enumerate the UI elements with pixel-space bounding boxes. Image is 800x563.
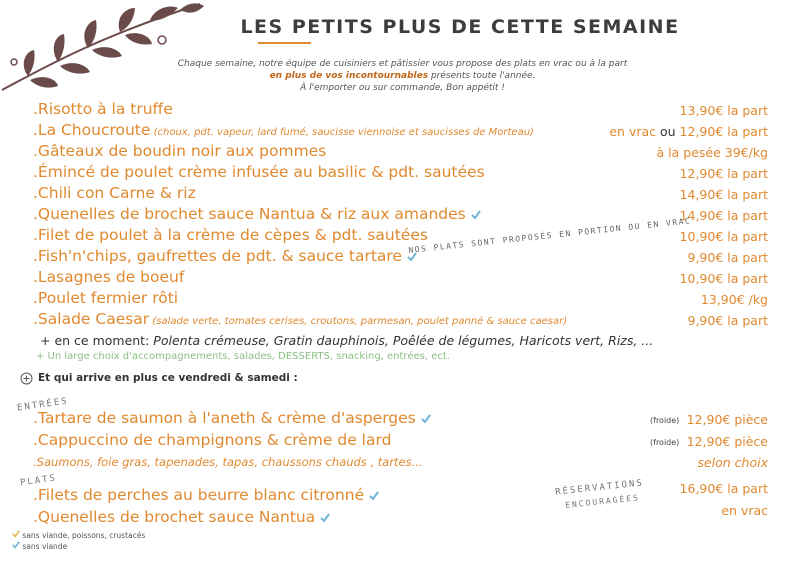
- intro-line-1: Chaque semaine, notre équipe de cuisiniers et pâtissier vous propose des plats en vrac ou à la part: [177, 59, 628, 69]
- sans-viande-icon: [421, 414, 431, 424]
- cold-note: (froide): [650, 438, 680, 447]
- entree-item: .Tartare de saumon à l'aneth & crème d'asperges: [33, 409, 431, 427]
- reservations-note: RÉSERVATIONS: [554, 478, 645, 498]
- accompaniments-note: + Un large choix d'accompagnements, salades, DESSERTS, snacking, entrées, ect.: [36, 351, 450, 362]
- sans-viande-icon: [320, 513, 330, 523]
- menu-price: 9,90€ la part: [687, 313, 768, 328]
- item-detail: (choux, pdt. vapeur, lard fumé, saucisse viennoise et saucisses de Morteau): [150, 127, 534, 138]
- weekend-title: Et qui arrive en plus ce vendredi & samedi :: [38, 372, 298, 384]
- entree-price: 12,90€ pièce: [686, 434, 768, 449]
- sans-viande-icon: [471, 210, 481, 220]
- menu-item: .Lasagnes de boeuf: [33, 268, 185, 286]
- intro-text: [175, 58, 630, 94]
- menu-price: 10,90€ la part: [679, 229, 768, 244]
- menu-item: .Gâteaux de boudin noir aux pommes: [33, 142, 327, 160]
- entree-item: .Cappuccino de champignons & crème de lard: [33, 431, 392, 449]
- intro-line-2-rest: présents toute l'année.: [428, 71, 536, 81]
- menu-price: 12,90€ la part: [679, 166, 768, 181]
- reservations-note-2: ENCOURAGÉES: [564, 493, 641, 510]
- entree-item: .Saumons, foie gras, tapenades, tapas, chaussons chauds , tartes...: [33, 455, 423, 469]
- legend-item: sans viande, poissons, crustacés: [12, 530, 145, 540]
- entree-price: 12,90€ pièce: [686, 412, 768, 427]
- check-icon: [12, 541, 20, 549]
- moment-line: + en ce moment: Polenta crémeuse, Gratin dauphinois, Poêlée de légumes, Haricots vert, Rizs, ...: [40, 333, 654, 348]
- intro-line-3: À l'emporter ou sur commande, Bon appétit !: [300, 83, 505, 93]
- plat-price: en vrac: [721, 503, 768, 518]
- plus-circle-icon: [20, 372, 33, 385]
- menu-price: à la pesée 39€/kg: [656, 145, 768, 160]
- moment-items: Polenta crémeuse, Gratin dauphinois, Poêlée de légumes, Haricots vert, Rizs, ...: [153, 333, 654, 348]
- entree-price: selon choix: [697, 455, 768, 470]
- cold-note: (froide): [650, 416, 680, 425]
- legend-item: sans viande: [12, 541, 67, 551]
- title-underline: [258, 42, 311, 44]
- menu-price: 13,90€ /kg: [700, 292, 768, 307]
- menu-item: .La Choucroute (choux, pdt. vapeur, lard fumé, saucisse viennoise et saucisses de Morteau): [33, 121, 534, 139]
- plat-item: .Quenelles de brochet sauce Nantua: [33, 508, 330, 526]
- sans-viande-icon: [369, 491, 379, 501]
- menu-price: 10,90€ la part: [679, 271, 768, 286]
- entrees-label: ENTRÉES: [16, 396, 70, 414]
- intro-line-2: [175, 70, 630, 82]
- menu-price: 14,90€ la part: [679, 208, 768, 223]
- menu-price: 13,90€ la part: [679, 103, 768, 118]
- plats-label: PLATS: [19, 473, 58, 489]
- menu-item: .Quenelles de brochet sauce Nantua & riz aux amandes: [33, 205, 481, 223]
- menu-item: .Filet de poulet à la crème de cèpes & pdt. sautées: [33, 226, 428, 244]
- menu-price: en vrac ou 12,90€ la part: [609, 124, 768, 139]
- menu-item: .Salade Caesar (salade verte, tomates cerises, croutons, parmesan, poulet panné & sauce caesar): [33, 310, 568, 328]
- menu-price: 14,90€ la part: [679, 187, 768, 202]
- plat-price: 16,90€ la part: [679, 481, 768, 496]
- menu-item: .Risotto à la truffe: [33, 100, 173, 118]
- menu-item: .Émincé de poulet crème infusée au basilic & pdt. sautées: [33, 163, 485, 181]
- plat-item: .Filets de perches au beurre blanc citronné: [33, 486, 379, 504]
- portion-stamp: NOS PLATS SONT PROPOSÉS EN PORTION OU EN VRAC: [408, 216, 692, 255]
- item-detail: (salade verte, tomates cerises, croutons, parmesan, poulet panné & sauce caesar): [149, 316, 568, 327]
- check-icon: [12, 530, 20, 538]
- intro-bold: en plus de vos incontournables: [269, 71, 429, 81]
- menu-price: 9,90€ la part: [687, 250, 768, 265]
- menu-item: .Poulet fermier rôti: [33, 289, 179, 307]
- page-title: LES PETITS PLUS DE CETTE SEMAINE: [240, 16, 680, 38]
- menu-item: .Chili con Carne & riz: [33, 184, 196, 202]
- menu-item: .Fish'n'chips, gaufrettes de pdt. & sauce tartare: [33, 247, 417, 265]
